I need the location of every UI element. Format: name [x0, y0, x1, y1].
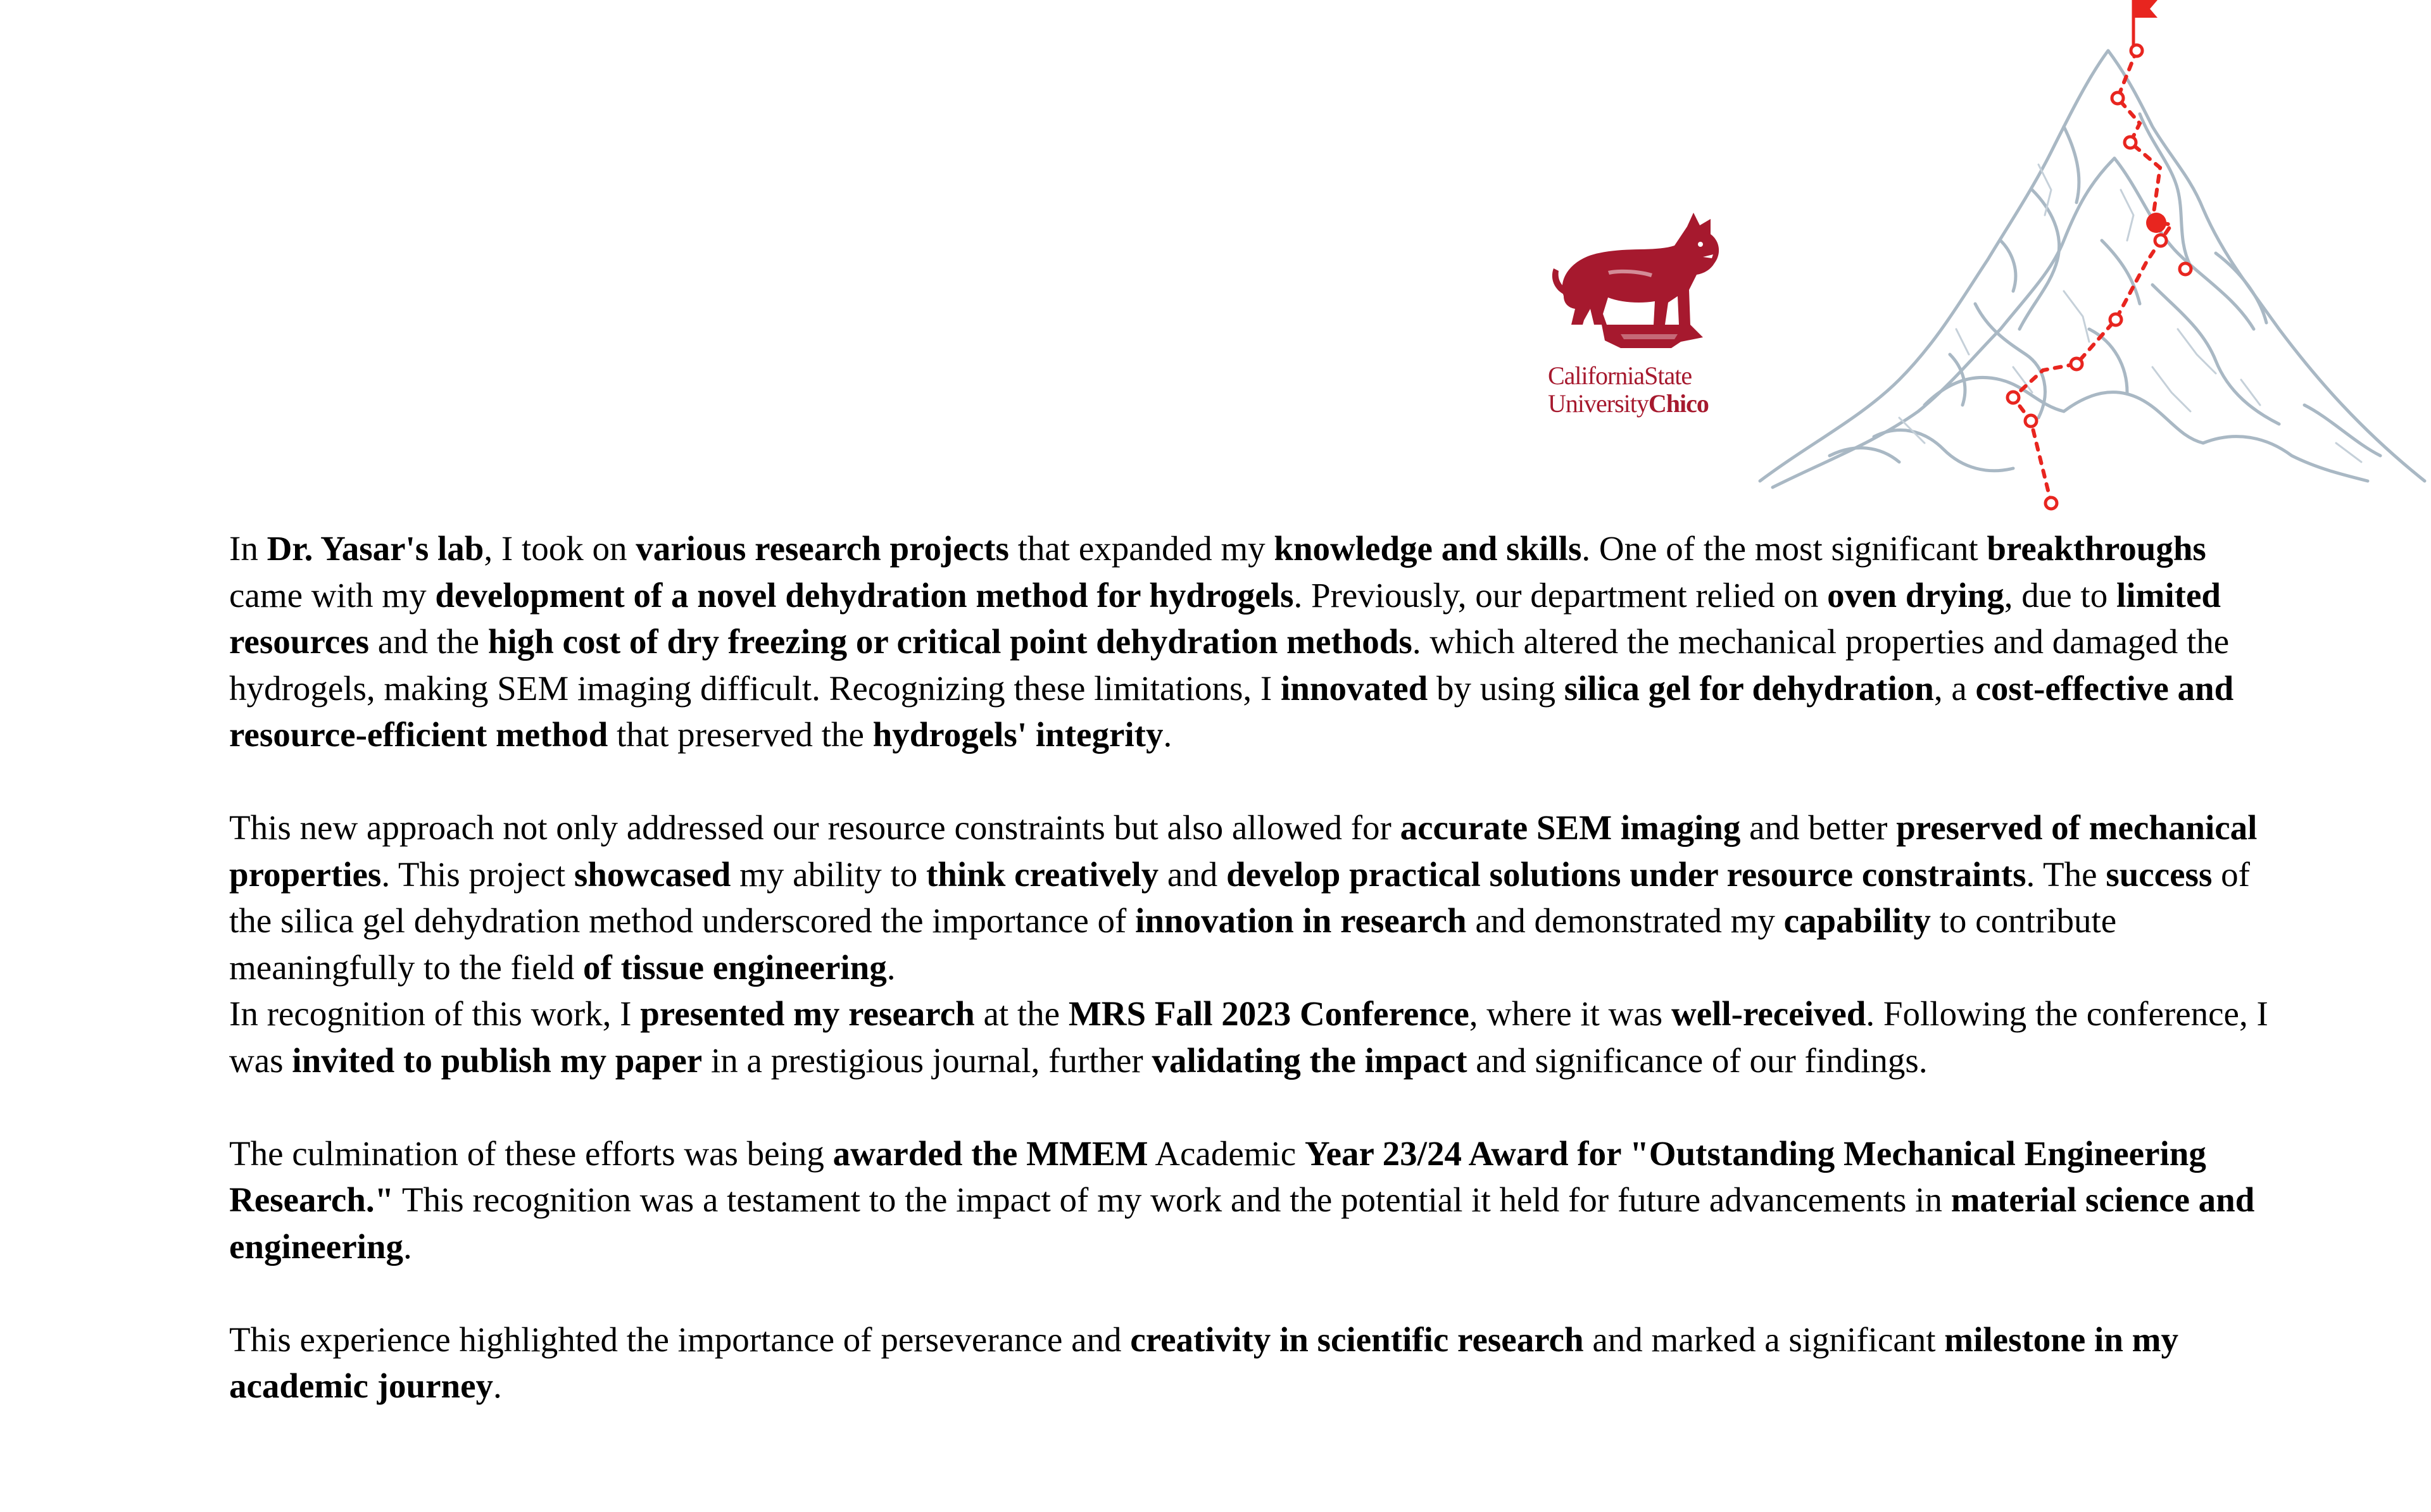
paragraph-conclusion [229, 1316, 2274, 1409]
emphasis-text: silica gel for dehydration [1564, 668, 1934, 708]
wildcat-icon [1545, 208, 1728, 359]
body-text: . [403, 1227, 412, 1266]
body-text: . which altered the mechanical properties and damaged the hydrogels, making SEM imaging difficult. Recognizing these limitations, I [229, 622, 2230, 708]
body-text: my ability to [731, 854, 926, 894]
body-text: The culmination of these efforts was being [229, 1134, 833, 1173]
body-text: . [1163, 715, 1172, 754]
wordmark-line-1: CaliforniaState [1548, 361, 1692, 390]
emphasis-text: development of a novel dehydration method for hydrogels [435, 575, 1294, 615]
university-logo [1545, 208, 1728, 423]
paragraph-lab-work [229, 525, 2274, 758]
body-text: , I took on [484, 529, 636, 568]
emphasis-text: high cost of dry freezing or critical point dehydration methods [487, 622, 1412, 661]
emphasis-text: think creatively [926, 854, 1159, 894]
emphasis-text: cost-effective and resource-efficient method [229, 668, 2234, 754]
body-text: that preserved the [608, 715, 873, 754]
emphasis-text: showcased [574, 854, 731, 894]
body-text: In [229, 529, 267, 568]
university-wordmark [1548, 362, 1709, 418]
emphasis-text: innovation in research [1135, 901, 1467, 940]
body-text: Academic [1148, 1134, 1305, 1173]
emphasis-text: validating the impact [1152, 1040, 1467, 1080]
paragraph-recognition [229, 990, 2274, 1084]
emphasis-text: accurate SEM imaging [1400, 808, 1741, 847]
body-text: and demonstrated my [1466, 901, 1784, 940]
emphasis-text: develop practical solutions under resource constraints [1226, 854, 2026, 894]
body-text: This recognition was a testament to the impact of my work and the potential it held for future advancements in [394, 1180, 1951, 1219]
body-text: , where it was [1469, 994, 1671, 1033]
body-text: . This project [381, 854, 574, 894]
emphasis-text: awarded the MMEM [832, 1134, 1148, 1173]
body-text: that expanded my [1008, 529, 1274, 568]
emphasis-text: success [2106, 854, 2213, 894]
body-text: . Following the conference, I was [229, 994, 2268, 1080]
body-text: , a [1933, 668, 1976, 708]
body-text: in a prestigious journal, further [702, 1040, 1152, 1080]
body-text: This new approach not only addressed our resource constraints but also allowed for [229, 808, 1400, 847]
emphasis-text: Dr. Yasar's lab [267, 529, 484, 568]
paragraph-award [229, 1130, 2274, 1270]
emphasis-text: invited to publish my paper [292, 1040, 703, 1080]
emphasis-text: Year 23/24 Award for "Outstanding Mechanical Engineering Research." [229, 1134, 2206, 1219]
emphasis-text: presented my research [640, 994, 975, 1033]
emphasis-text: hydrogels' integrity [872, 715, 1164, 754]
emphasis-text: MRS Fall 2023 Conference [1068, 994, 1469, 1033]
mountain-climb-path-icon [1735, 0, 2431, 532]
body-text: came with my [229, 575, 436, 615]
emphasis-text: material science and engineering [229, 1180, 2255, 1266]
emphasis-text: capability [1783, 901, 1931, 940]
body-text: . One of the most significant [1581, 529, 1987, 568]
emphasis-text: milestone in my academic journey [229, 1320, 2178, 1405]
body-text: and significance of our findings. [1467, 1040, 1928, 1080]
body-text: to contribute meaningfully to the field [229, 901, 2117, 987]
body-text: , due to [2004, 575, 2116, 615]
emphasis-text: oven drying [1827, 575, 2004, 615]
body-text: . [493, 1366, 502, 1405]
body-text: This experience highlighted the importance of perseverance and [229, 1320, 1131, 1359]
emphasis-text: limited resources [229, 575, 2221, 661]
paragraph-approach [229, 804, 2274, 990]
emphasis-text: of tissue engineering [583, 947, 887, 987]
essay-body [229, 525, 2274, 1409]
body-text: In recognition of this work, I [229, 994, 641, 1033]
emphasis-text: preserved of mechanical properties [229, 808, 2258, 894]
mountain-illustration [1735, 0, 2431, 532]
body-text: and the [368, 622, 488, 661]
body-text: and marked a significant [1583, 1320, 1945, 1359]
emphasis-text: breakthroughs [1987, 529, 2206, 568]
emphasis-text: various research projects [636, 529, 1009, 568]
body-text: at the [974, 994, 1069, 1033]
wordmark-chico: Chico [1648, 389, 1709, 418]
emphasis-text: knowledge and skills [1274, 529, 1582, 568]
emphasis-text: innovated [1280, 668, 1428, 708]
body-text: by using [1428, 668, 1564, 708]
emphasis-text: well-received [1671, 994, 1866, 1033]
body-text: . [886, 947, 896, 987]
wordmark-line-2 [1548, 390, 1709, 418]
body-text: and [1159, 854, 1227, 894]
body-text: . The [2026, 854, 2106, 894]
emphasis-text: creativity in scientific research [1130, 1320, 1584, 1359]
wordmark-university: University [1548, 389, 1649, 418]
body-text: of the silica gel dehydration method underscored the importance of [229, 854, 2250, 940]
body-text: and better [1740, 808, 1897, 847]
body-text: . Previously, our department relied on [1293, 575, 1828, 615]
